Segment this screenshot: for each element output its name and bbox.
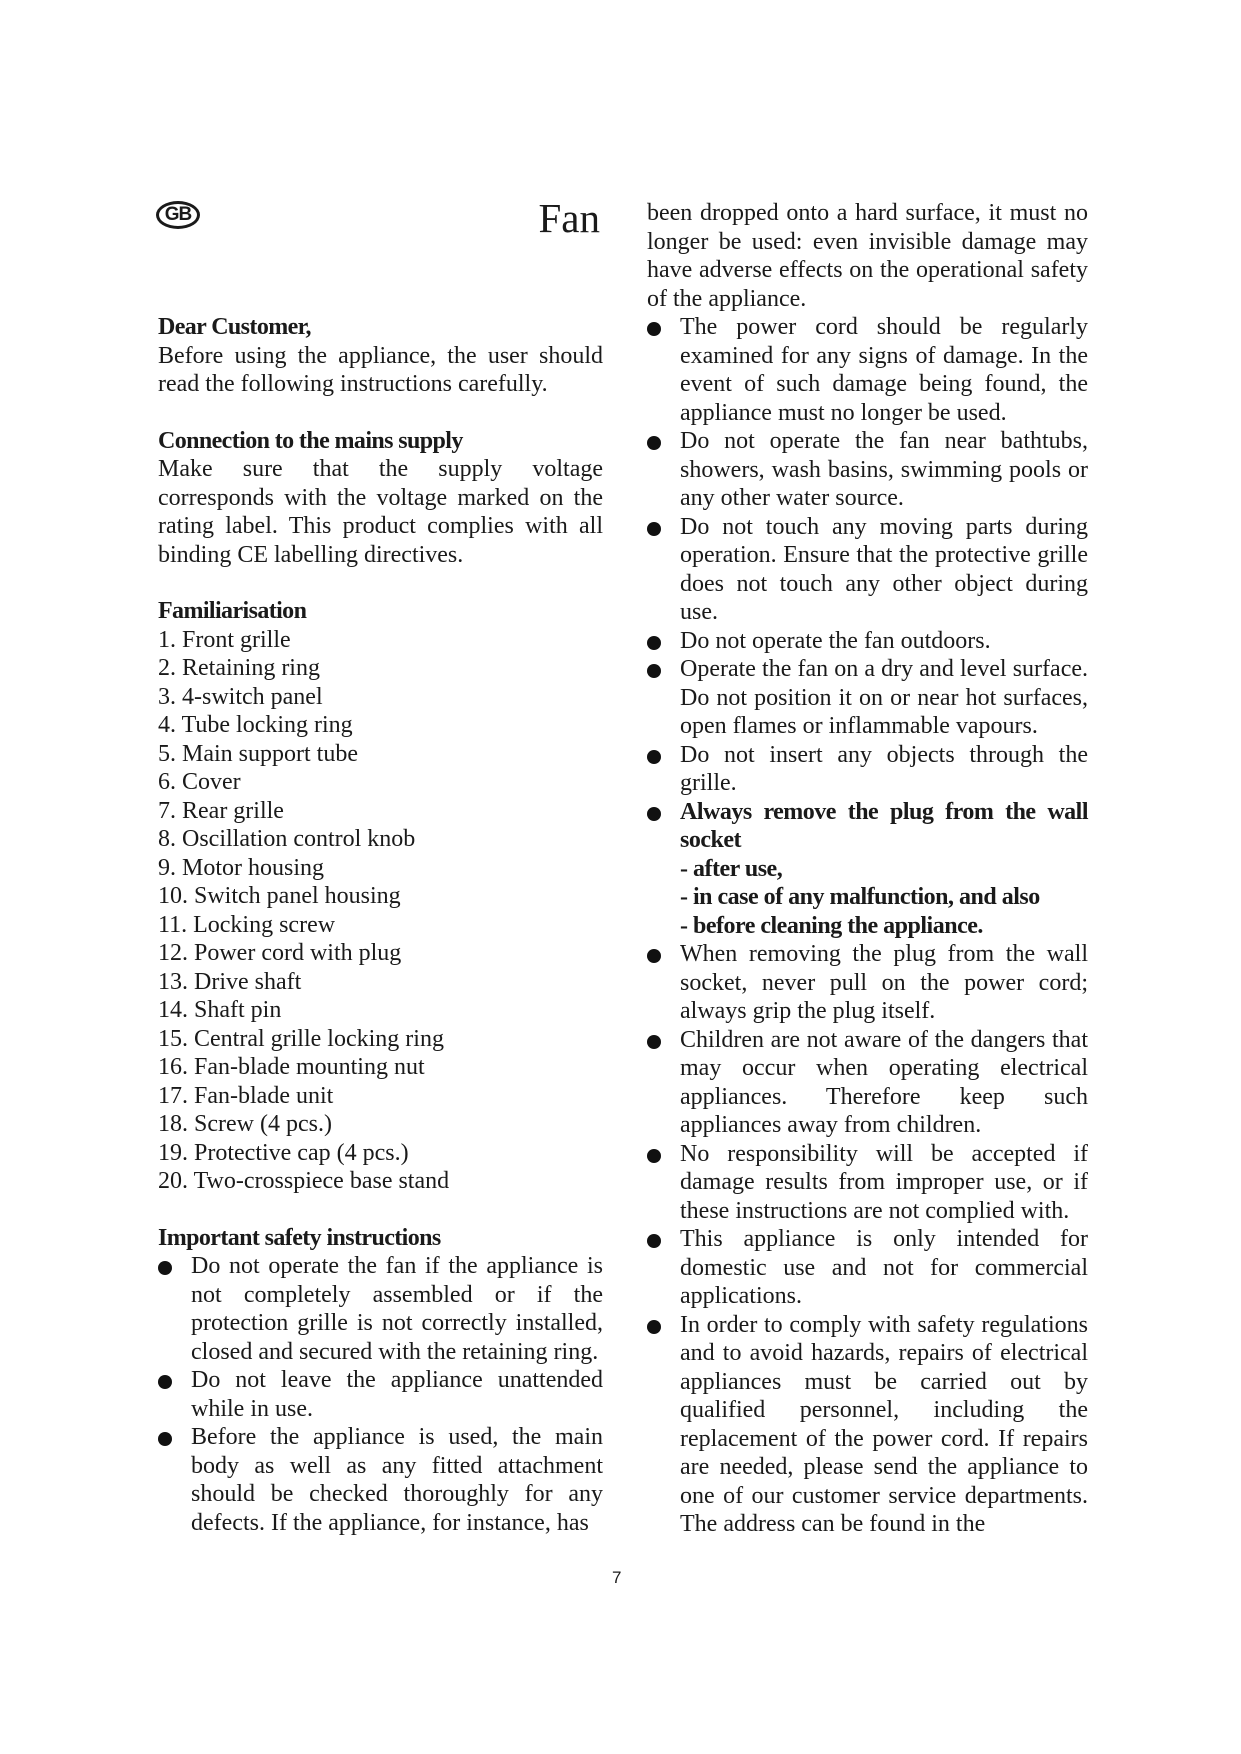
list-item: 10. Switch panel housing [158, 883, 401, 909]
bullet-text: Do not operate the fan near bathtubs, showers, wash basins, swimming pools or any other water source. [680, 428, 1088, 511]
bullet-dot-icon [647, 750, 661, 764]
bullet-dot-icon [647, 664, 661, 678]
bullet-text: Before the appliance is used, the main body as well as any fitted attachment should be checked thoroughly for any defects. If the appliance, for instance, has [191, 1424, 603, 1536]
greeting-heading: Dear Customer, [158, 314, 311, 340]
page-number: 7 [612, 1568, 622, 1587]
bullet-dot-icon [647, 807, 661, 821]
safety-bullet [647, 313, 1088, 427]
bullet-continuation: been dropped onto a hard surface, it must no longer be used: even invisible damage may have adverse effects on the operational safety of the appliance. [647, 200, 1088, 312]
connection-text: Make sure that the supply voltage corresponds with the voltage marked on the rating label. This product complies with all binding CE labelling directives. [158, 456, 603, 568]
safety-bullet [647, 627, 1088, 656]
list-item: 4. Tube locking ring [158, 712, 353, 738]
safety-bullet [647, 940, 1088, 1026]
bullet-dot-icon [647, 636, 661, 650]
safety-bullet [647, 1225, 1088, 1311]
bullet-dot-icon [647, 1149, 661, 1163]
bullet-text: Operate the fan on a dry and level surface. Do not position it on or near hot surfaces, open flames or inflammable vapours. [680, 656, 1088, 739]
bullet-text: Do not operate the fan outdoors. [680, 627, 991, 654]
bullet-text: When removing the plug from the wall socket, never pull on the power cord; always grip the plug itself. [680, 941, 1088, 1024]
page-title: Fan [538, 195, 600, 241]
list-item: 9. Motor housing [158, 854, 325, 881]
safety-bullet [647, 513, 1088, 627]
bullet-dot-icon [647, 1234, 661, 1248]
safety-bullet [647, 741, 1088, 798]
plug-removal-bullet [647, 798, 1088, 855]
list-item: 16. Fan-blade mounting nut [158, 1054, 425, 1080]
bullet-dot-icon [647, 322, 661, 336]
bullet-dot-icon [158, 1261, 172, 1275]
list-item: 13. Drive shaft [158, 968, 302, 995]
safety-bullet [158, 1366, 603, 1423]
list-item: 18. Screw (4 pcs.) [158, 1111, 332, 1137]
bullet-text: Do not touch any moving parts during operation. Ensure that the protective grille does not touch any other object during use. [680, 513, 1088, 625]
bullet-dot-icon [647, 436, 661, 450]
list-item: 14. Shaft pin [158, 997, 282, 1023]
list-item: 17. Fan-blade unit [158, 1082, 334, 1109]
plug-removal-sub-item: - before cleaning the appliance. [680, 912, 983, 939]
right-column [647, 199, 1088, 1539]
list-item: 5. Main support tube [158, 740, 358, 767]
bullet-text: Do not insert any objects through the grille. [680, 741, 1088, 796]
safety-bullet [158, 1423, 603, 1537]
list-item: 8. Oscillation control knob [158, 826, 416, 852]
bullet-text: This appliance is only intended for domestic use and not for commercial applications. [680, 1226, 1088, 1309]
list-item: 2. Retaining ring [158, 655, 320, 681]
bullet-dot-icon [158, 1432, 172, 1446]
safety-bullet [158, 1252, 603, 1366]
bullet-text: No responsibility will be accepted if damage results from improper use, or if these instructions are not complied with. [680, 1140, 1088, 1224]
list-item: 11. Locking screw [158, 911, 336, 938]
bullet-dot-icon [647, 522, 661, 536]
greeting-text: Before using the appliance, the user should read the following instructions carefully. [158, 342, 603, 397]
safety-heading: Important safety instructions [158, 1224, 441, 1251]
list-item: 20. Two-crosspiece base stand [158, 1168, 450, 1194]
safety-bullet [647, 1026, 1088, 1140]
safety-bullet [647, 1311, 1088, 1539]
list-item: 7. Rear grille [158, 797, 284, 824]
safety-bullet [647, 655, 1088, 741]
connection-heading: Connection to the mains supply [158, 427, 463, 454]
country-badge: GB [156, 201, 200, 229]
bullet-text: In order to comply with safety regulations and to avoid hazards, repairs of electrical appliances must be carried out by qualified personnel, including the replacement of the power cord. If repairs are needed, please send the appliance to one of our customer service departments. The address can be found in the [680, 1311, 1088, 1537]
list-item: 19. Protective cap (4 pcs.) [158, 1139, 409, 1166]
parts-list [158, 626, 603, 1196]
bullet-dot-icon [647, 949, 661, 963]
bullet-text: The power cord should be regularly examined for any signs of damage. In the event of such damage being found, the appliance must no longer be used. [680, 314, 1088, 426]
bullet-dot-icon [647, 1035, 661, 1049]
left-column [158, 313, 603, 1537]
familiarisation-heading: Familiarisation [158, 598, 307, 624]
list-item: 6. Cover [158, 769, 241, 795]
bullet-text: Do not operate the fan if the appliance is not completely assembled or if the protection grille is not correctly installed, closed and secured with the retaining ring. [191, 1253, 603, 1365]
bullet-text: Do not leave the appliance unattended while in use. [191, 1367, 603, 1422]
bullet-text: Always remove the plug from the wall socket [680, 798, 1088, 853]
list-item: 15. Central grille locking ring [158, 1025, 444, 1052]
bullet-dot-icon [647, 1320, 661, 1334]
list-item: 3. 4-switch panel [158, 683, 323, 710]
list-item: 12. Power cord with plug [158, 940, 402, 966]
plug-removal-sub-item: - after use, [680, 855, 783, 882]
list-item: 1. Front grille [158, 626, 291, 653]
safety-bullet [647, 1140, 1088, 1226]
bullet-dot-icon [158, 1375, 172, 1389]
safety-bullet [647, 427, 1088, 513]
plug-removal-sub-item: - in case of any malfunction, and also [680, 884, 1040, 910]
bullet-text: Children are not aware of the dangers that may occur when operating electrical appliances. Therefore keep such appliances away from children. [680, 1026, 1088, 1138]
